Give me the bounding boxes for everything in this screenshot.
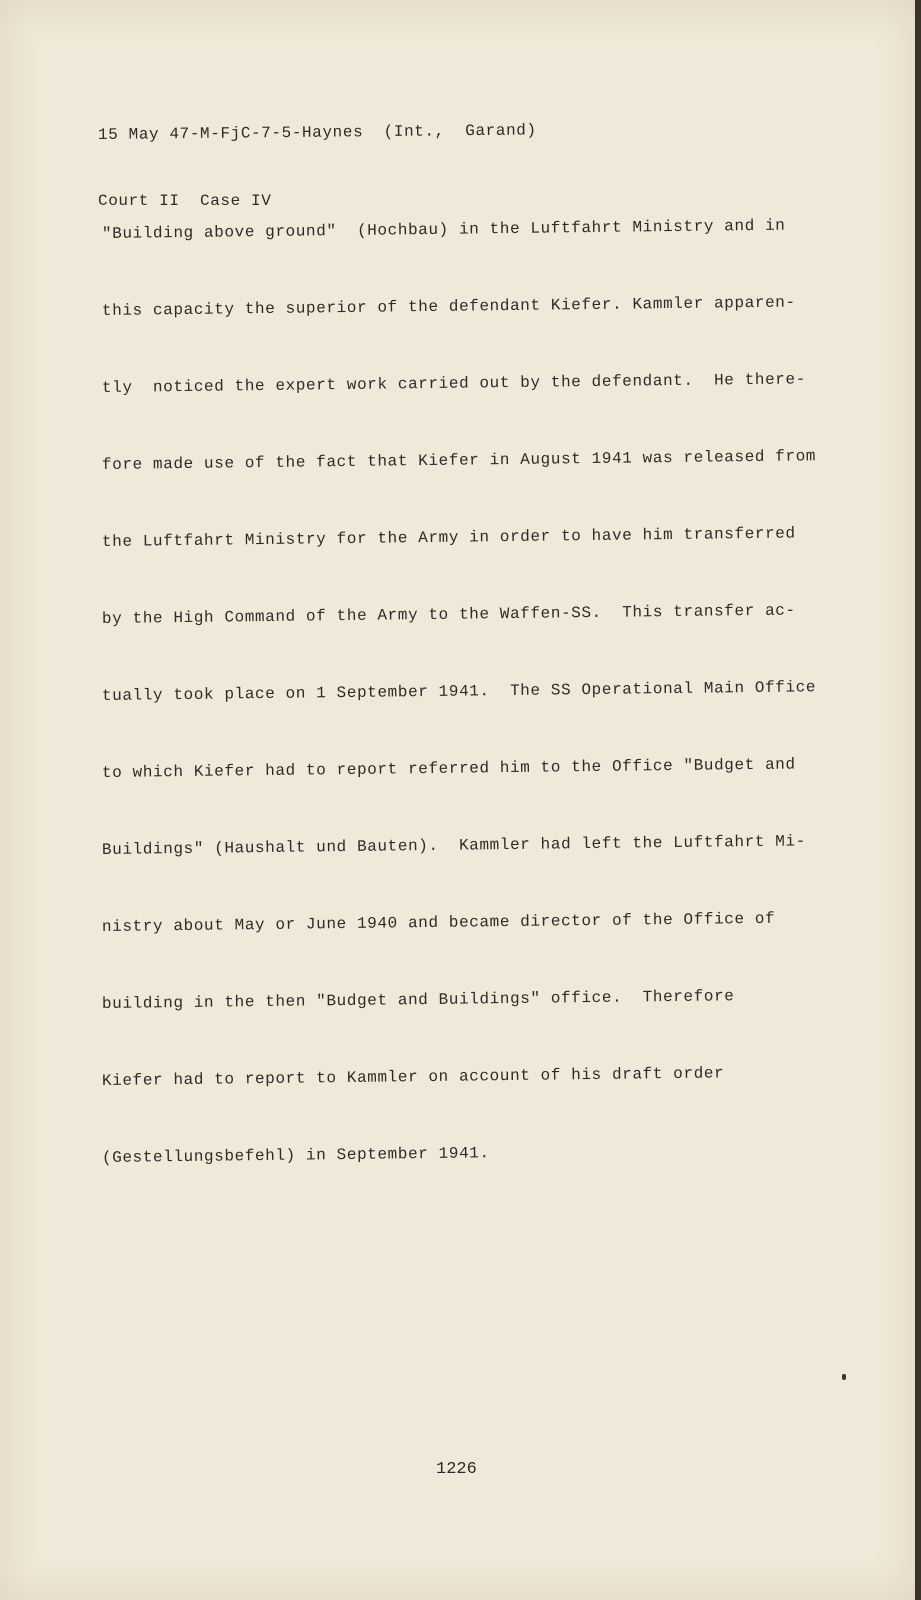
header-reference-line: 15 May 47-M-FjC-7-5-Haynes (Int., Garand) (97, 121, 537, 144)
body-line: Buildings" (Haushalt und Bauten). Kammler had left the Luftfahrt Mi- (101, 832, 806, 859)
body-line: tly noticed the expert work carried out by the defendant. He there- (101, 370, 806, 397)
ink-speck (842, 1374, 846, 1380)
body-line: fore made use of the fact that Kiefer in August 1941 was released from (101, 447, 817, 474)
body-line: Kiefer had to report to Kammler on account of his draft order (101, 1064, 725, 1090)
body-line: tually took place on 1 September 1941. The SS Operational Main Office (101, 678, 817, 705)
body-line: to which Kiefer had to report referred him to the Office "Budget and (101, 755, 796, 782)
page-number: 1226 (436, 1460, 477, 1479)
body-line: building in the then "Budget and Buildings" office. Therefore (101, 987, 735, 1013)
header-court-line: Court II Case IV (98, 192, 272, 210)
body-line: by the High Command of the Army to the Waffen-SS. This transfer ac- (101, 601, 796, 628)
body-line: "Building above ground" (Hochbau) in the Luftfahrt Ministry and in (101, 216, 786, 243)
body-line: (Gestellungsbefehl) in September 1941. (101, 1144, 490, 1167)
body-line: nistry about May or June 1940 and became director of the Office of (101, 909, 776, 936)
body-line: this capacity the superior of the defendant Kiefer. Kammler apparen- (101, 293, 796, 320)
body-line: the Luftfahrt Ministry for the Army in order to have him transferred (101, 524, 796, 551)
page-edge (915, 0, 921, 1600)
document-body (102, 178, 816, 1215)
